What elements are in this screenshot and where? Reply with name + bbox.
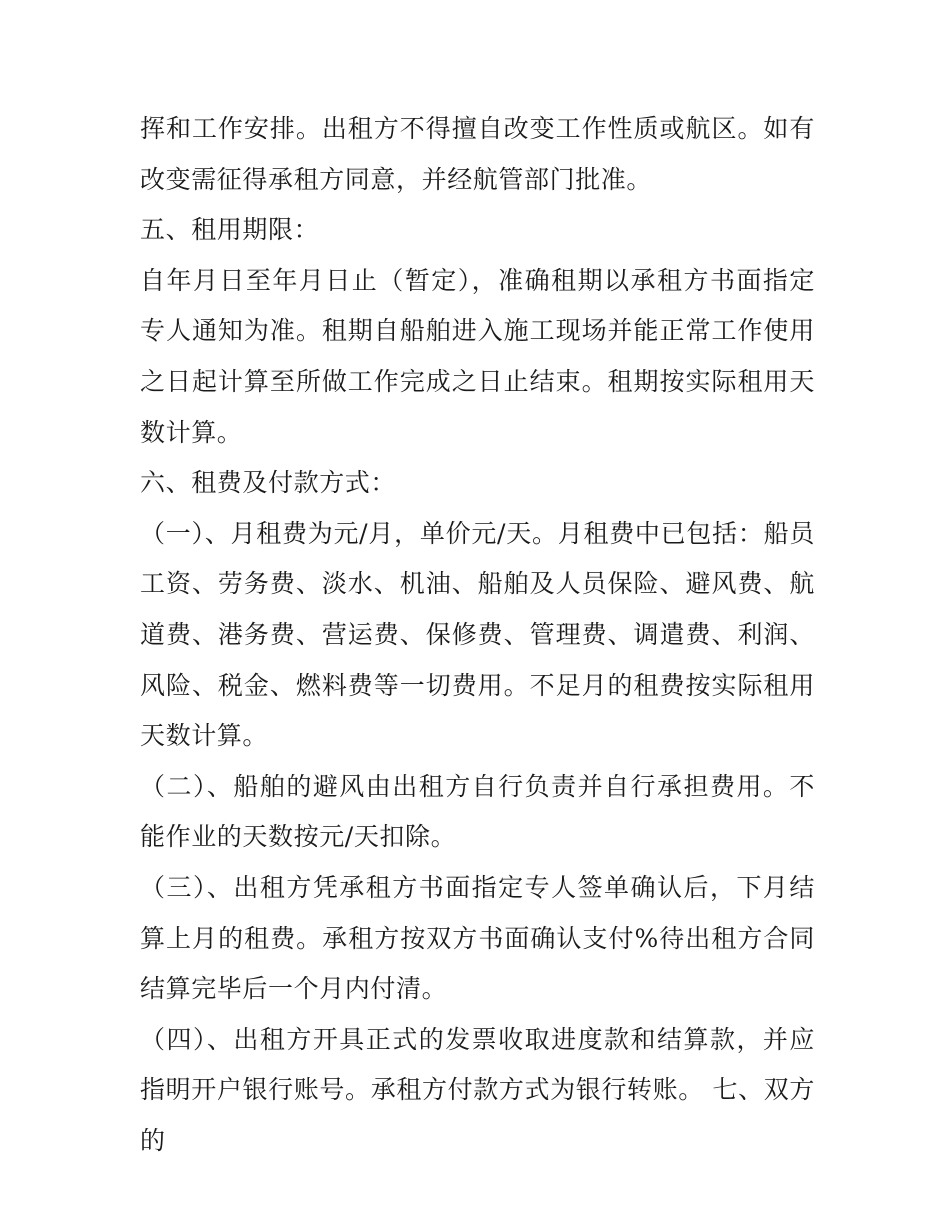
section-heading-rental-period: 五、租用期限： (140, 215, 320, 245)
section-heading-rent-payment: 六、租费及付款方式： (140, 468, 397, 498)
paragraph-monthly-rent: （一）、月租费为元/月，单价元/天。月租费中已包括：船员工资、劳务费、淡水、机油、船舶及人员保险、避风费、航道费、港务费、营运费、保修费、管理费、调遣费、利润、风险、税金、燃料费等一切费用。不足月的租费按实际租用天数计算。 (140, 518, 815, 751)
document-body (140, 104, 815, 1166)
paragraph-invoice: （四）、出租方开具正式的发票收取进度款和结算款，并应指明开户银行账号。承租方付款方式为银行转账。 七、双方的 (140, 1024, 815, 1155)
paragraph-typhoon-shelter: （二）、船舶的避风由出租方自行负责并自行承担费用。不能作业的天数按元/天扣除。 (140, 771, 815, 852)
paragraph-settlement: （三）、出租方凭承租方书面指定专人签单确认后，下月结算上月的租费。承租方按双方书面确认支付%待出租方合同结算完毕后一个月内付清。 (140, 872, 815, 1004)
paragraph-rental-period: 自年月日至年月日止（暂定），准确租期以承租方书面指定专人通知为准。租期自船舶进入施工现场并能正常工作使用之日起计算至所做工作完成之日止结束。租期按实际租用天数计算。 (140, 265, 815, 447)
paragraph-work-arrangement: 挥和工作安排。出租方不得擅自改变工作性质或航区。如有改变需征得承租方同意，并经航管部门批准。 (140, 114, 815, 194)
